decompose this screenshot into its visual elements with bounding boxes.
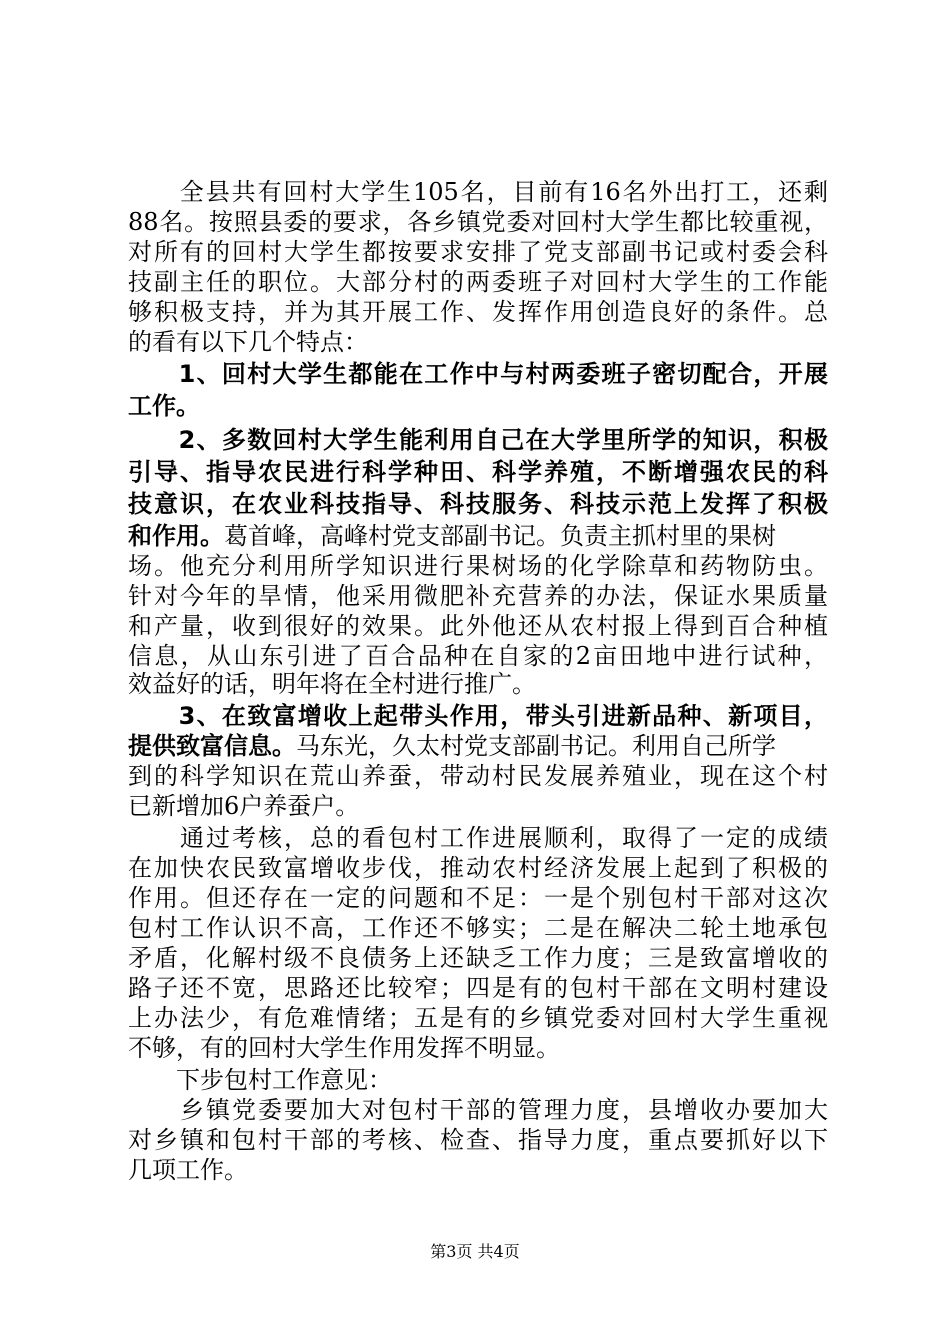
paragraph-text: 葛首峰，高峰村党支部副书记。负责主抓村里的果树 <box>224 522 776 550</box>
paragraph-line: 全县共有回村大学生105名，目前有16名外出打工，还剩 <box>128 178 828 206</box>
paragraph-line <box>128 520 828 552</box>
paragraph-line: 上办法少，有危难情绪；五是有的乡镇党委对回村大学生重视 <box>128 1004 828 1032</box>
paragraph-line: 场。他充分利用所学知识进行果树场的化学除草和药物防虫。 <box>128 552 828 580</box>
paragraph-line: 在加快农民致富增收步伐，推动农村经济发展上起到了积极的 <box>128 854 828 882</box>
paragraph-line: 路子还不宽，思路还比较窄；四是有的包村干部在文明村建设 <box>128 974 828 1002</box>
paragraph-line: 对所有的回村大学生都按要求安排了党支部副书记或村委会科 <box>128 238 828 266</box>
paragraph-line: 作用。但还存在一定的问题和不足：一是个别包村干部对这次 <box>128 884 828 912</box>
list-item-heading: 技意识，在农业科技指导、科技服务、科技示范上发挥了积极 <box>128 490 828 518</box>
paragraph-text: 马东光，久太村党支部副书记。利用自己所学 <box>296 732 776 760</box>
paragraph-line: 包村工作认识不高，工作还不够实；二是在解决二轮土地承包 <box>128 914 828 942</box>
paragraph-line: 效益好的话，明年将在全村进行推广。 <box>128 670 536 698</box>
paragraph-line: 通过考核，总的看包村工作进展顺利，取得了一定的成绩 <box>128 824 828 852</box>
paragraph-line: 到的科学知识在荒山养蚕，带动村民发展养殖业，现在这个村 <box>128 762 828 790</box>
paragraph-line: 够积极支持，并为其开展工作、发挥作用创造良好的条件。总 <box>128 298 828 326</box>
paragraph-line <box>128 730 828 762</box>
list-item-heading: 和作用。 <box>128 522 224 550</box>
paragraph-line: 不够，有的回村大学生作用发挥不明显。 <box>128 1034 560 1062</box>
list-item-heading: 1、回村大学生都能在工作中与村两委班子密切配合，开展 <box>128 360 828 388</box>
paragraph-line: 和产量，收到很好的效果。此外他还从农村报上得到百合种植 <box>128 612 828 640</box>
list-item-heading: 2、多数回村大学生能利用自己在大学里所学的知识，积极 <box>128 426 828 454</box>
paragraph-line: 几项工作。 <box>128 1156 248 1184</box>
list-item-heading: 3、在致富增收上起带头作用，带头引进新品种、新项目， <box>128 702 828 730</box>
paragraph-line: 矛盾，化解村级不良债务上还缺乏工作力度；三是致富增收的 <box>128 944 828 972</box>
paragraph-line: 乡镇党委要加大对包村干部的管理力度，县增收办要加大 <box>128 1096 828 1124</box>
paragraph-line: 的看有以下几个特点： <box>128 328 368 356</box>
section-heading: 下步包村工作意见： <box>128 1066 392 1094</box>
list-item-heading: 引导、指导农民进行科学种田、科学养殖，不断增强农民的科 <box>128 458 828 486</box>
paragraph-line: 技副主任的职位。大部分村的两委班子对回村大学生的工作能 <box>128 268 828 296</box>
list-item-heading: 提供致富信息。 <box>128 732 296 760</box>
paragraph-line: 已新增加6户养蚕户。 <box>128 792 360 820</box>
paragraph-line: 针对今年的旱情，他采用微肥补充营养的办法，保证水果质量 <box>128 582 828 610</box>
list-item-heading: 工作。 <box>128 392 200 420</box>
paragraph-line: 对乡镇和包村干部的考核、检查、指导力度，重点要抓好以下 <box>128 1126 828 1154</box>
page-footer: 第3页 共4页 <box>430 1242 520 1261</box>
paragraph-line: 信息，从山东引进了百合品种在自家的2亩田地中进行试种， <box>128 642 828 670</box>
paragraph-line: 88名。按照县委的要求，各乡镇党委对回村大学生都比较重视， <box>128 208 828 236</box>
